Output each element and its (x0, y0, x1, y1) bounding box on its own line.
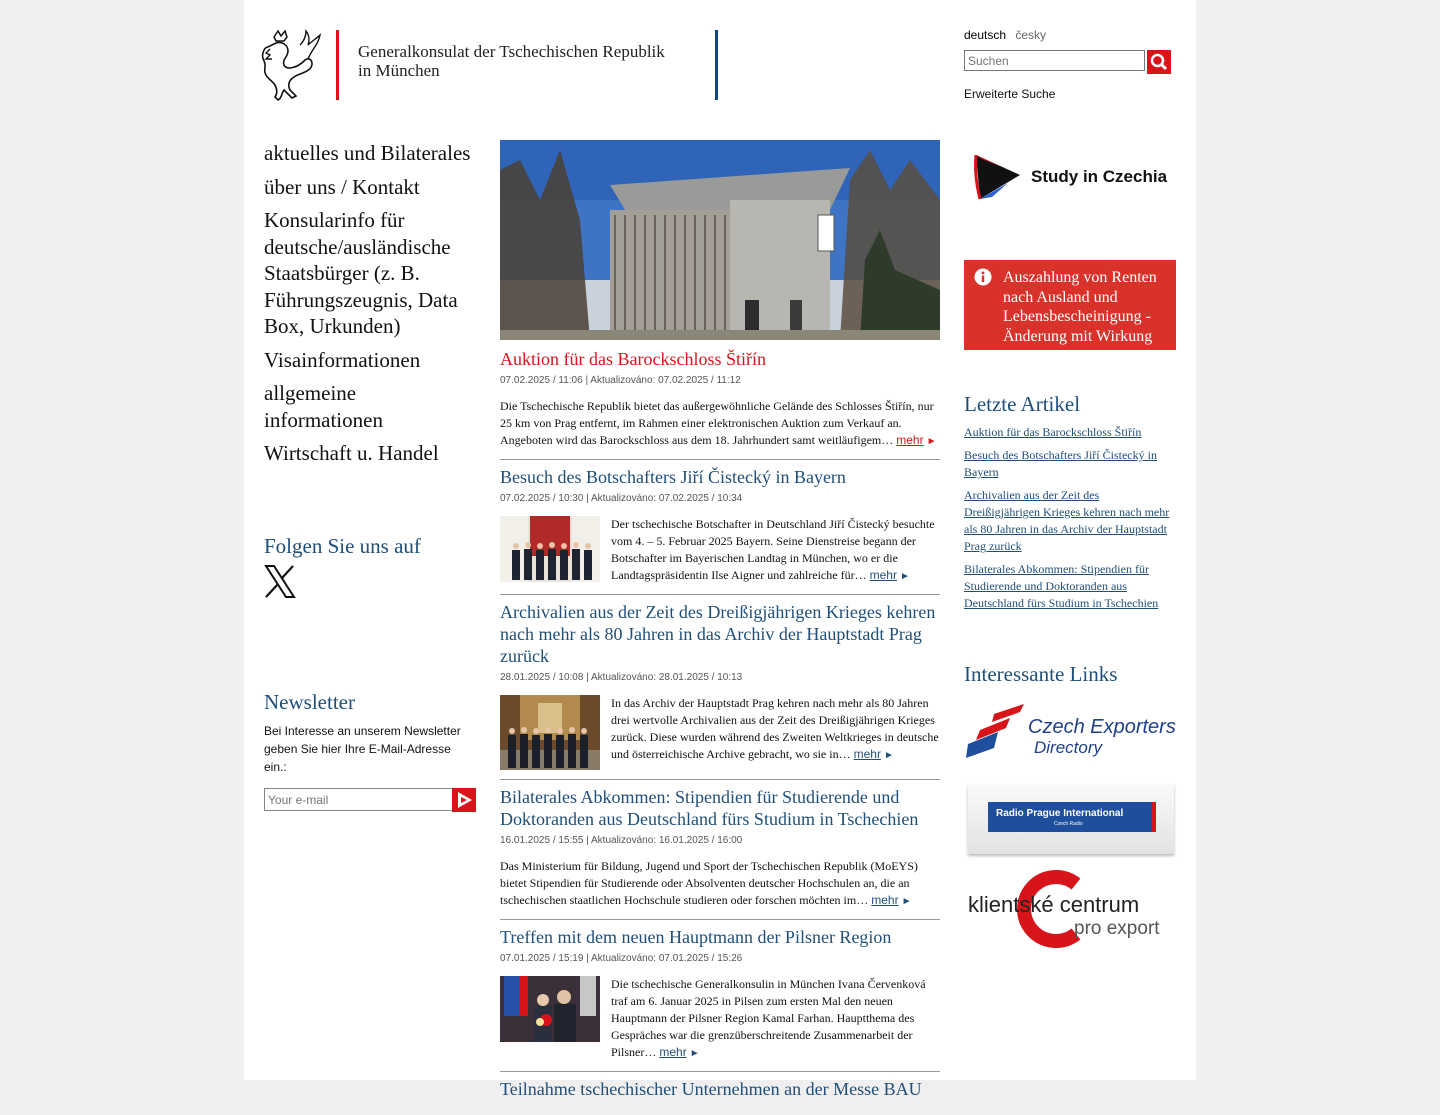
article-item (500, 348, 940, 460)
advanced-search-link[interactable]: Erweiterte Suche (964, 87, 1056, 101)
article-meta: 28.01.2025 / 10:08 | Aktualizováno: 28.01.2025 / 10:13 (500, 672, 743, 683)
more-arrow-icon: ► (883, 750, 894, 761)
more-arrow-icon: ► (926, 436, 937, 447)
article-title[interactable]: Besuch des Botschafters Jiří Čistecký in Bayern (500, 467, 846, 487)
search-button[interactable] (1147, 50, 1171, 74)
logo-divider-red (336, 30, 339, 100)
coat-of-arms-lion-icon[interactable] (264, 29, 322, 101)
study-in-czechia-label: Study in Czechia (1031, 167, 1168, 186)
site-title-line2: in München (358, 61, 440, 80)
article-meta: 07.02.2025 / 10:30 | Aktualizováno: 07.02.2025 / 10:34 (500, 493, 743, 504)
ced-line1: Czech Exporters (1028, 716, 1176, 738)
article-thumbnail[interactable] (500, 976, 600, 1042)
article-more-link[interactable]: mehr (853, 747, 881, 761)
article-text (611, 695, 940, 770)
nav-item-wirtschaft[interactable]: Wirtschaft u. Handel (264, 441, 439, 465)
nav-item-visainformationen[interactable]: Visainformationen (264, 347, 421, 372)
play-arrow-icon (452, 788, 476, 812)
ced-line2: Directory (1034, 738, 1103, 757)
article-title[interactable]: Treffen mit dem neuen Hauptmann der Pilsner Region (500, 927, 892, 947)
recent-articles-heading: Letzte Artikel (964, 392, 1081, 416)
hero-image-consulate-building[interactable] (500, 140, 940, 340)
article-meta: 07.02.2025 / 11:06 | Aktualizováno: 07.02.2025 / 11:12 (500, 375, 741, 386)
article-item (500, 1078, 940, 1109)
article-title[interactable]: Archivalien aus der Zeit des Dreißigjährigen Krieges kehren nach mehr als 80 Jahren in das Archiv der Hauptstadt Prag zurück (500, 602, 936, 666)
newsletter-text: Bei Interesse an unserem Newsletter geben Sie hier Ihre E-Mail-Adresse ein.: (264, 724, 461, 774)
article-more-link[interactable]: mehr (869, 568, 897, 582)
notice-text: Auszahlung von Renten nach Ausland und Lebensbescheinigung - Änderung mit Wirkung (1003, 269, 1157, 345)
recent-article-link[interactable]: Auktion für das Barockschloss Štiřín (964, 425, 1142, 439)
x-twitter-icon[interactable] (264, 565, 296, 598)
study-in-czechia-logo-icon (972, 145, 1032, 215)
article-meta: 07.01.2025 / 15:19 | Aktualizováno: 07.01.2025 / 15:26 (500, 953, 743, 964)
article-title[interactable]: Bilaterales Abkommen: Stipendien für Studierende und Doktoranden aus Deutschland fürs Studium in Tschechien (500, 787, 919, 829)
info-icon (974, 268, 992, 286)
article-excerpt: Die Tschechische Republik bietet das außergewöhnliche Gelände des Schlosses Štiřín, nur 25 km von Prag entfernt, im Rahmen einer elektronischen Auktion zum Verkauf an. Angeboten wird das Barockschloss aus dem 18. Jahrhundert samt weitläufigem… (500, 399, 934, 447)
nav-item-konsularinfo[interactable]: Konsularinfo für deutsche/ausländische Staatsbürger (z. B. Führungszeugnis, Data Box, Urkunden) (264, 208, 458, 338)
search-icon (1147, 50, 1171, 74)
lang-cesky[interactable]: česky (1015, 28, 1047, 42)
radio-prague-international-link[interactable] (964, 780, 1176, 860)
kc-line1: klientské centrum (968, 892, 1140, 917)
main-nav (264, 140, 479, 474)
article-more-link[interactable]: mehr (659, 1045, 687, 1059)
kc-line2: pro export (1074, 918, 1160, 939)
article-list (500, 348, 940, 1115)
nav-item-ueber-uns[interactable]: über uns / Kontakt (264, 174, 420, 199)
page (244, 0, 1196, 1099)
search-input[interactable] (964, 50, 1145, 71)
article-item (500, 926, 940, 1072)
logo-divider-blue (715, 30, 718, 100)
site-title-line1: Generalkonsulat der Tschechischen Republik (358, 42, 665, 61)
recent-article-link[interactable]: Archivalien aus der Zeit des Dreißigjährigen Krieges kehren nach mehr als 80 Jahren in das Archiv der Hauptstadt Prag zurück (964, 488, 1170, 553)
nav-item-allgemeine-informationen[interactable]: allgemeine informationen (264, 381, 383, 432)
article-text (500, 398, 940, 450)
newsletter-submit-button[interactable] (452, 788, 476, 812)
interesting-links-heading: Interessante Links (964, 662, 1118, 686)
article-excerpt: Das Ministerium für Bildung, Jugend und Sport der Tschechischen Republik (MoEYS) bietet Stipendien für Studierende oder Absolventen deutscher Hochschulen an, die an tschechischen staatlichen Hochschule studieren oder forschen möchten im… (500, 859, 918, 907)
rpi-label: Radio Prague International (996, 808, 1124, 819)
newsletter-heading: Newsletter (264, 690, 355, 714)
klientske-centrum-link[interactable] (964, 872, 1176, 947)
czech-exporters-directory-logo-icon (964, 700, 1034, 762)
article-more-link[interactable]: mehr (896, 433, 924, 447)
article-title[interactable]: Teilnahme tschechischer Unternehmen an der Messe BAU (500, 1079, 922, 1099)
article-thumbnail[interactable] (500, 516, 600, 582)
article-title[interactable]: Auktion für das Barockschloss Štiřín (500, 349, 766, 369)
article-thumbnail[interactable] (500, 695, 600, 770)
recent-article-link[interactable]: Bilaterales Abkommen: Stipendien für Studierende und Doktoranden aus Deutschland fürs Studium in Tschechien (964, 562, 1159, 610)
more-arrow-icon: ► (689, 1048, 700, 1059)
article-item (500, 601, 940, 780)
article-item (500, 466, 940, 595)
article-item (500, 786, 940, 920)
article-excerpt: In das Archiv der Hauptstadt Prag kehren nach mehr als 80 Jahren drei wertvolle Archivalien aus der Zeit des Dreißigjährigen Krieges zurück. Diese wurden während des Zweiten Weltkrieges in deutsche und österreichische Archive gebracht, wo sie in… (611, 696, 939, 761)
article-text (611, 516, 940, 585)
recent-articles-list (964, 424, 1176, 618)
article-meta: 16.01.2025 / 15:55 | Aktualizováno: 16.01.2025 / 16:00 (500, 835, 743, 846)
more-arrow-icon: ► (899, 571, 910, 582)
site-title[interactable] (358, 42, 708, 80)
article-excerpt: Die tschechische Generalkonsulin in München Ivana Červenková traf am 6. Januar 2025 in Pilsen zum ersten Mal den neuen Hauptmann der Pilsner Region Kamal Farhan. Hauptthema des Gespräches war die grenzüberschreitende Zusammenarbeit der Pilsner… (611, 977, 926, 1059)
study-in-czechia-banner[interactable] (964, 145, 1176, 215)
newsletter-email-input[interactable] (264, 788, 453, 811)
nav-item-aktuelles[interactable]: aktuelles und Bilaterales (264, 141, 471, 165)
rpi-sublabel: Czech Radio (1054, 821, 1083, 827)
pension-notice-banner[interactable] (964, 260, 1176, 350)
article-text (500, 858, 940, 910)
lang-deutsch[interactable]: deutsch (964, 28, 1007, 42)
recent-article-link[interactable]: Besuch des Botschafters Jiří Čistecký in Bayern (964, 448, 1157, 479)
article-more-link[interactable]: mehr (871, 893, 899, 907)
follow-heading: Folgen Sie uns auf (264, 534, 421, 558)
article-text (611, 976, 940, 1062)
czech-exporters-directory-link[interactable] (964, 700, 1176, 762)
article-excerpt: Der tschechische Botschafter in Deutschland Jiří Čistecký besuchte vom 4. – 5. Februar 2025 Bayern. Seine Dienstreise begann der Botschafter im Bayerischen Landtag in München, wo er die Landtagspräsidentin Ilse Aigner und zahlreiche für… (611, 517, 935, 582)
language-switcher (964, 28, 1046, 42)
more-arrow-icon: ► (901, 896, 912, 907)
